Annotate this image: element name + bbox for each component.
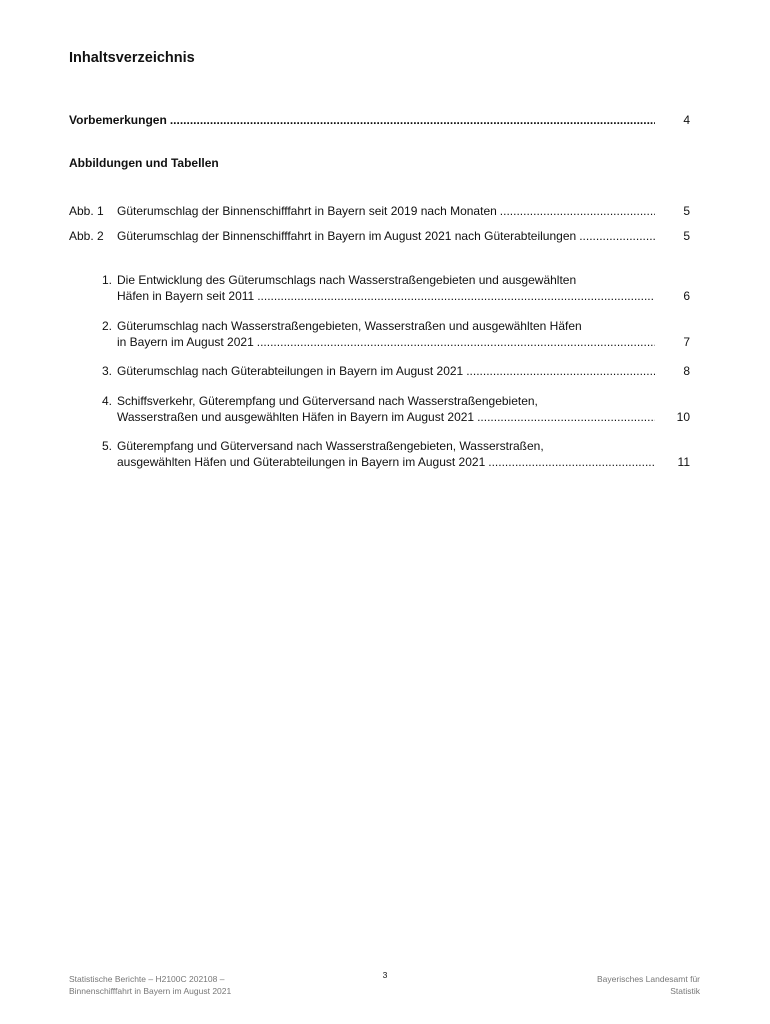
footer-right-line1: Bayerisches Landesamt für bbox=[597, 974, 700, 984]
leader-dots bbox=[477, 409, 655, 425]
leader-dots bbox=[257, 288, 655, 304]
table-title-line1: Güterumschlag nach Güterabteilungen in Bayern im August 2021 bbox=[117, 364, 464, 378]
table-title-line2: Häfen in Bayern seit 2011 bbox=[117, 289, 255, 303]
leader-dots bbox=[257, 334, 655, 350]
toc-entry-table-2[interactable] bbox=[69, 318, 690, 350]
toc-entry-label: Vorbemerkungen bbox=[69, 113, 167, 127]
toc-page-number: 5 bbox=[683, 204, 690, 218]
table-number: 5. bbox=[101, 439, 112, 453]
toc-entry-vorbemerkungen[interactable] bbox=[69, 112, 690, 128]
footer-page-number: 3 bbox=[382, 970, 388, 980]
table-title-line1: Schiffsverkehr, Güterempfang und Güterversand nach Wasserstraßengebieten, bbox=[117, 394, 538, 408]
footer-left-line2: Binnenschifffahrt in Bayern im August 2021 bbox=[69, 986, 232, 996]
page-title: Inhaltsverzeichnis bbox=[69, 50, 195, 66]
toc-page-number: 10 bbox=[676, 410, 690, 424]
footer-publication bbox=[69, 973, 231, 997]
table-title-line2: ausgewählten Häfen und Güterabteilungen in Bayern im August 2021 bbox=[117, 455, 486, 469]
leader-dots bbox=[579, 228, 655, 244]
table-number: 2. bbox=[101, 319, 112, 333]
table-number: 3. bbox=[101, 364, 112, 378]
table-title-line2: Wasserstraßen und ausgewählten Häfen in Bayern im August 2021 bbox=[117, 410, 475, 424]
toc-entry-table-4[interactable] bbox=[69, 393, 690, 425]
figure-title: Güterumschlag der Binnenschifffahrt in Bayern im August 2021 nach Güterabteilungen bbox=[117, 229, 577, 243]
section-heading: Abbildungen und Tabellen bbox=[69, 156, 219, 170]
toc-page-number: 6 bbox=[683, 289, 690, 303]
leader-dots bbox=[170, 112, 655, 128]
figure-label: Abb. 2 bbox=[69, 229, 104, 243]
toc-page-number: 4 bbox=[683, 113, 690, 127]
toc-page-number: 5 bbox=[683, 229, 690, 243]
toc-entry-table-1[interactable] bbox=[69, 272, 690, 304]
footer-publisher bbox=[597, 973, 700, 997]
toc-entry-figure-2[interactable] bbox=[69, 228, 690, 244]
toc-page-number: 11 bbox=[677, 455, 690, 469]
toc-entry-table-5[interactable] bbox=[69, 438, 690, 470]
table-number: 1. bbox=[101, 273, 112, 287]
table-number: 4. bbox=[101, 394, 112, 408]
leader-dots bbox=[488, 454, 655, 470]
toc-entry-figure-1[interactable] bbox=[69, 203, 690, 219]
table-title-line1: Die Entwicklung des Güterumschlags nach Wasserstraßengebieten und ausgewählten bbox=[117, 273, 577, 287]
toc-page-number: 7 bbox=[683, 335, 690, 349]
table-title-line1: Güterumschlag nach Wasserstraßengebieten, Wasserstraßen und ausgewählten Häfen bbox=[117, 319, 582, 333]
table-title-line2: in Bayern im August 2021 bbox=[117, 335, 254, 349]
leader-dots bbox=[500, 203, 655, 219]
figure-title: Güterumschlag der Binnenschifffahrt in Bayern seit 2019 nach Monaten bbox=[117, 204, 497, 218]
footer-right-line2: Statistik bbox=[670, 986, 700, 996]
table-title-line1: Güterempfang und Güterversand nach Wasserstraßengebieten, Wasserstraßen, bbox=[117, 439, 544, 453]
figure-label: Abb. 1 bbox=[69, 204, 104, 218]
leader-dots bbox=[466, 363, 655, 379]
toc-entry-table-3[interactable] bbox=[69, 363, 690, 379]
toc-page-number: 8 bbox=[683, 364, 690, 378]
footer-left-line1: Statistische Berichte – H2100C 202108 – bbox=[69, 974, 225, 984]
